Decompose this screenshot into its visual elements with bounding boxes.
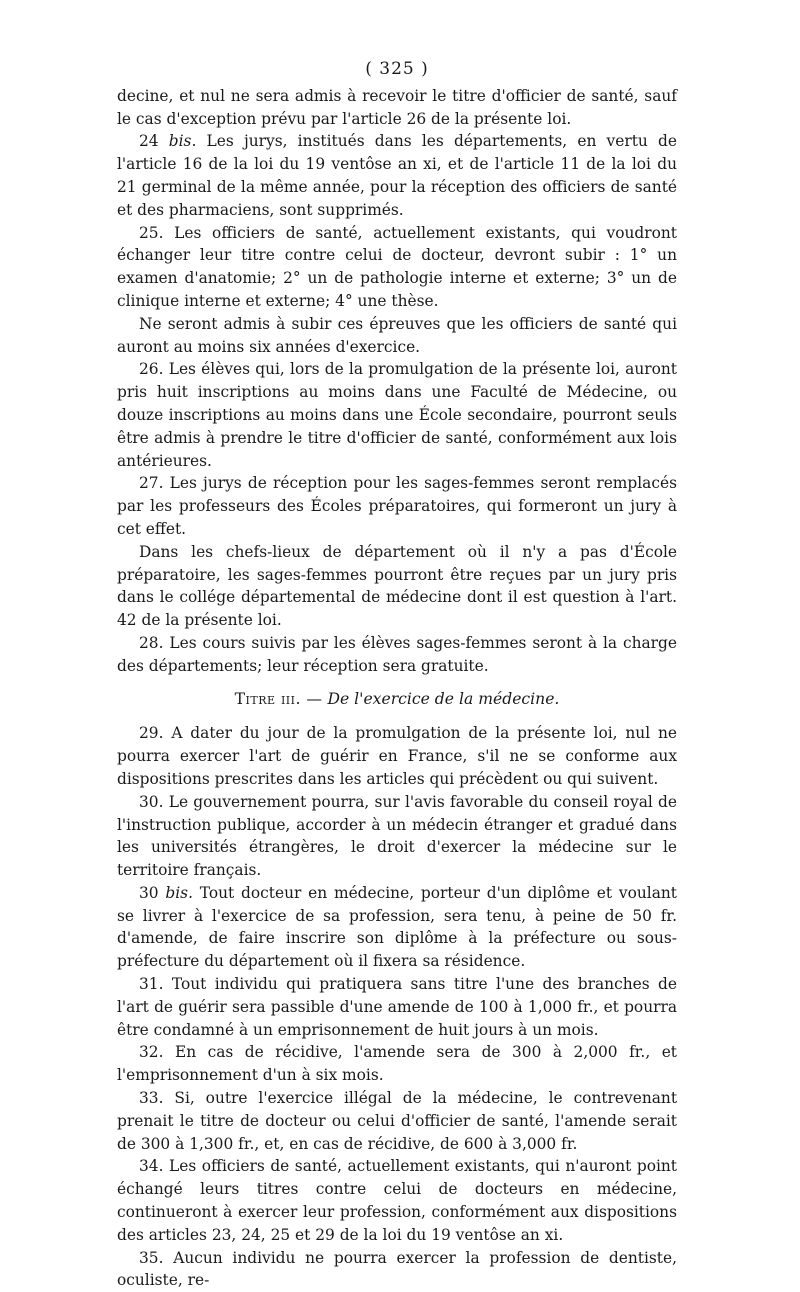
article-text: Les officiers de santé, actuellement existants, qui voudront échanger leur titre contre celui de docteur, devront subir : 1° un examen d'anatomie; 2° un de pathologie interne et externe; 3° un de clinique interne et externe; 4° une thèse. (117, 223, 677, 310)
article-paragraph (117, 472, 677, 540)
section-title (117, 688, 677, 711)
article-paragraph (117, 85, 677, 131)
article-text: Les officiers de santé, actuellement existants, qui n'auront point échangé leurs titres contre celui de docteurs en médecine, continueront à exercer leur profession, conformément aux dispositions des articles 23, 24, 25 et 29 de la loi du 19 ventôse an xi. (117, 1157, 677, 1244)
article-text: decine, et nul ne sera admis à recevoir le titre d'officier de santé, sauf le cas d'exception prévu par l'article 26 de la présente loi. (117, 86, 677, 128)
article-paragraph (117, 882, 677, 973)
article-paragraph (117, 722, 677, 790)
article-number: 31. (139, 975, 164, 994)
article-text: A dater du jour de la promulgation de la présente loi, nul ne pourra exercer l'art de guérir en France, s'il ne se conforme aux dispositions prescrites dans les articles qui précèdent ou qui suivent. (117, 724, 677, 788)
article-number: 30. (139, 792, 164, 811)
article-paragraph (117, 222, 677, 313)
article-suffix: bis. (168, 132, 197, 151)
article-text: Tout docteur en médecine, porteur d'un diplôme et voulant se livrer à l'exercice de sa profession, sera tenu, à peine de 50 fr. d'amende, de faire inscrire son diplôme à la préfecture ou sous-préfecture du département où il fixera sa résidence. (117, 883, 677, 971)
article-text: Si, outre l'exercice illégal de la médecine, le contrevenant prenait le titre de docteur ou celui d'officier de santé, l'amende serait de 300 à 1,300 fr., et, en cas de récidive, de 600 à 3,000 fr. (117, 1089, 677, 1153)
article-paragraph (117, 313, 677, 359)
article-number: 27. (139, 474, 164, 493)
article-text: Les élèves qui, lors de la promulgation de la présente loi, auront pris huit inscriptions au moins dans une Faculté de Médecine, ou douze inscriptions au moins dans une École secondaire, pourront seuls être admis à prendre le titre d'officier de santé, conformément aux lois antérieures. (117, 360, 677, 470)
article-number: 29. (139, 724, 164, 743)
article-number: 30 (139, 883, 159, 902)
article-number: 35. (139, 1248, 164, 1267)
article-number: 24 (139, 132, 159, 151)
article-text: En cas de récidive, l'amende sera de 300 à 2,000 fr., et l'emprisonnement d'un à six mois. (117, 1043, 677, 1085)
article-paragraph (117, 791, 677, 882)
section-title-label: Titre iii. — (234, 689, 323, 708)
article-paragraph (117, 541, 677, 632)
articles-top (117, 85, 677, 678)
article-paragraph (117, 1041, 677, 1087)
article-number: 34. (139, 1157, 164, 1176)
article-number: 25. (139, 223, 164, 242)
article-suffix: bis. (165, 883, 193, 902)
section-title-name: De l'exercice de la médecine. (327, 689, 560, 708)
article-paragraph (117, 632, 677, 678)
article-text: Aucun individu ne pourra exercer la profession de dentiste, oculiste, re- (117, 1248, 677, 1290)
article-paragraph (117, 1155, 677, 1246)
article-text: Le gouvernement pourra, sur l'avis favorable du conseil royal de l'instruction publique, accorder à un médecin étranger et gradué dans les universités étrangères, le droit d'exercer la médecine sur le territoire français. (117, 792, 677, 880)
article-text: Les cours suivis par les élèves sages-femmes seront à la charge des départements; leur réception sera gratuite. (117, 633, 677, 675)
article-text: Les jurys, institués dans les départements, en vertu de l'article 16 de la loi du 19 ventôse an xi, et de l'article 11 de la loi du 21 germinal de la même année, pour la réception des officiers de santé et des pharmaciens, sont supprimés. (117, 132, 677, 219)
article-number: 33. (139, 1089, 164, 1108)
article-paragraph (117, 358, 677, 472)
article-text: Les jurys de réception pour les sages-femmes seront remplacés par les professeurs des Écoles préparatoires, qui formeront un jury à cet effet. (117, 474, 677, 538)
article-text: Ne seront admis à subir ces épreuves que les officiers de santé qui auront au moins six années d'exercice. (117, 314, 677, 356)
articles-bottom (117, 722, 677, 1292)
article-paragraph (117, 1247, 677, 1292)
article-number: 28. (139, 633, 164, 652)
article-text: Tout individu qui pratiquera sans titre l'une des branches de l'art de guérir sera passible d'une amende de 100 à 1,000 fr., et pourra être condamné à un emprisonnement de huit jours à un mois. (117, 975, 677, 1039)
article-number: 32. (139, 1043, 164, 1062)
document-page (117, 58, 677, 1292)
article-text: Dans les chefs-lieux de département où il n'y a pas d'École préparatoire, les sages-femmes pourront être reçues par un jury pris dans le collége départemental de médecine dont il est question à l'art. 42 de la présente loi. (117, 542, 677, 630)
article-paragraph (117, 1087, 677, 1155)
article-paragraph (117, 973, 677, 1041)
article-paragraph (117, 130, 677, 221)
page-number: ( 325 ) (365, 59, 429, 79)
article-number: 26. (139, 360, 164, 379)
